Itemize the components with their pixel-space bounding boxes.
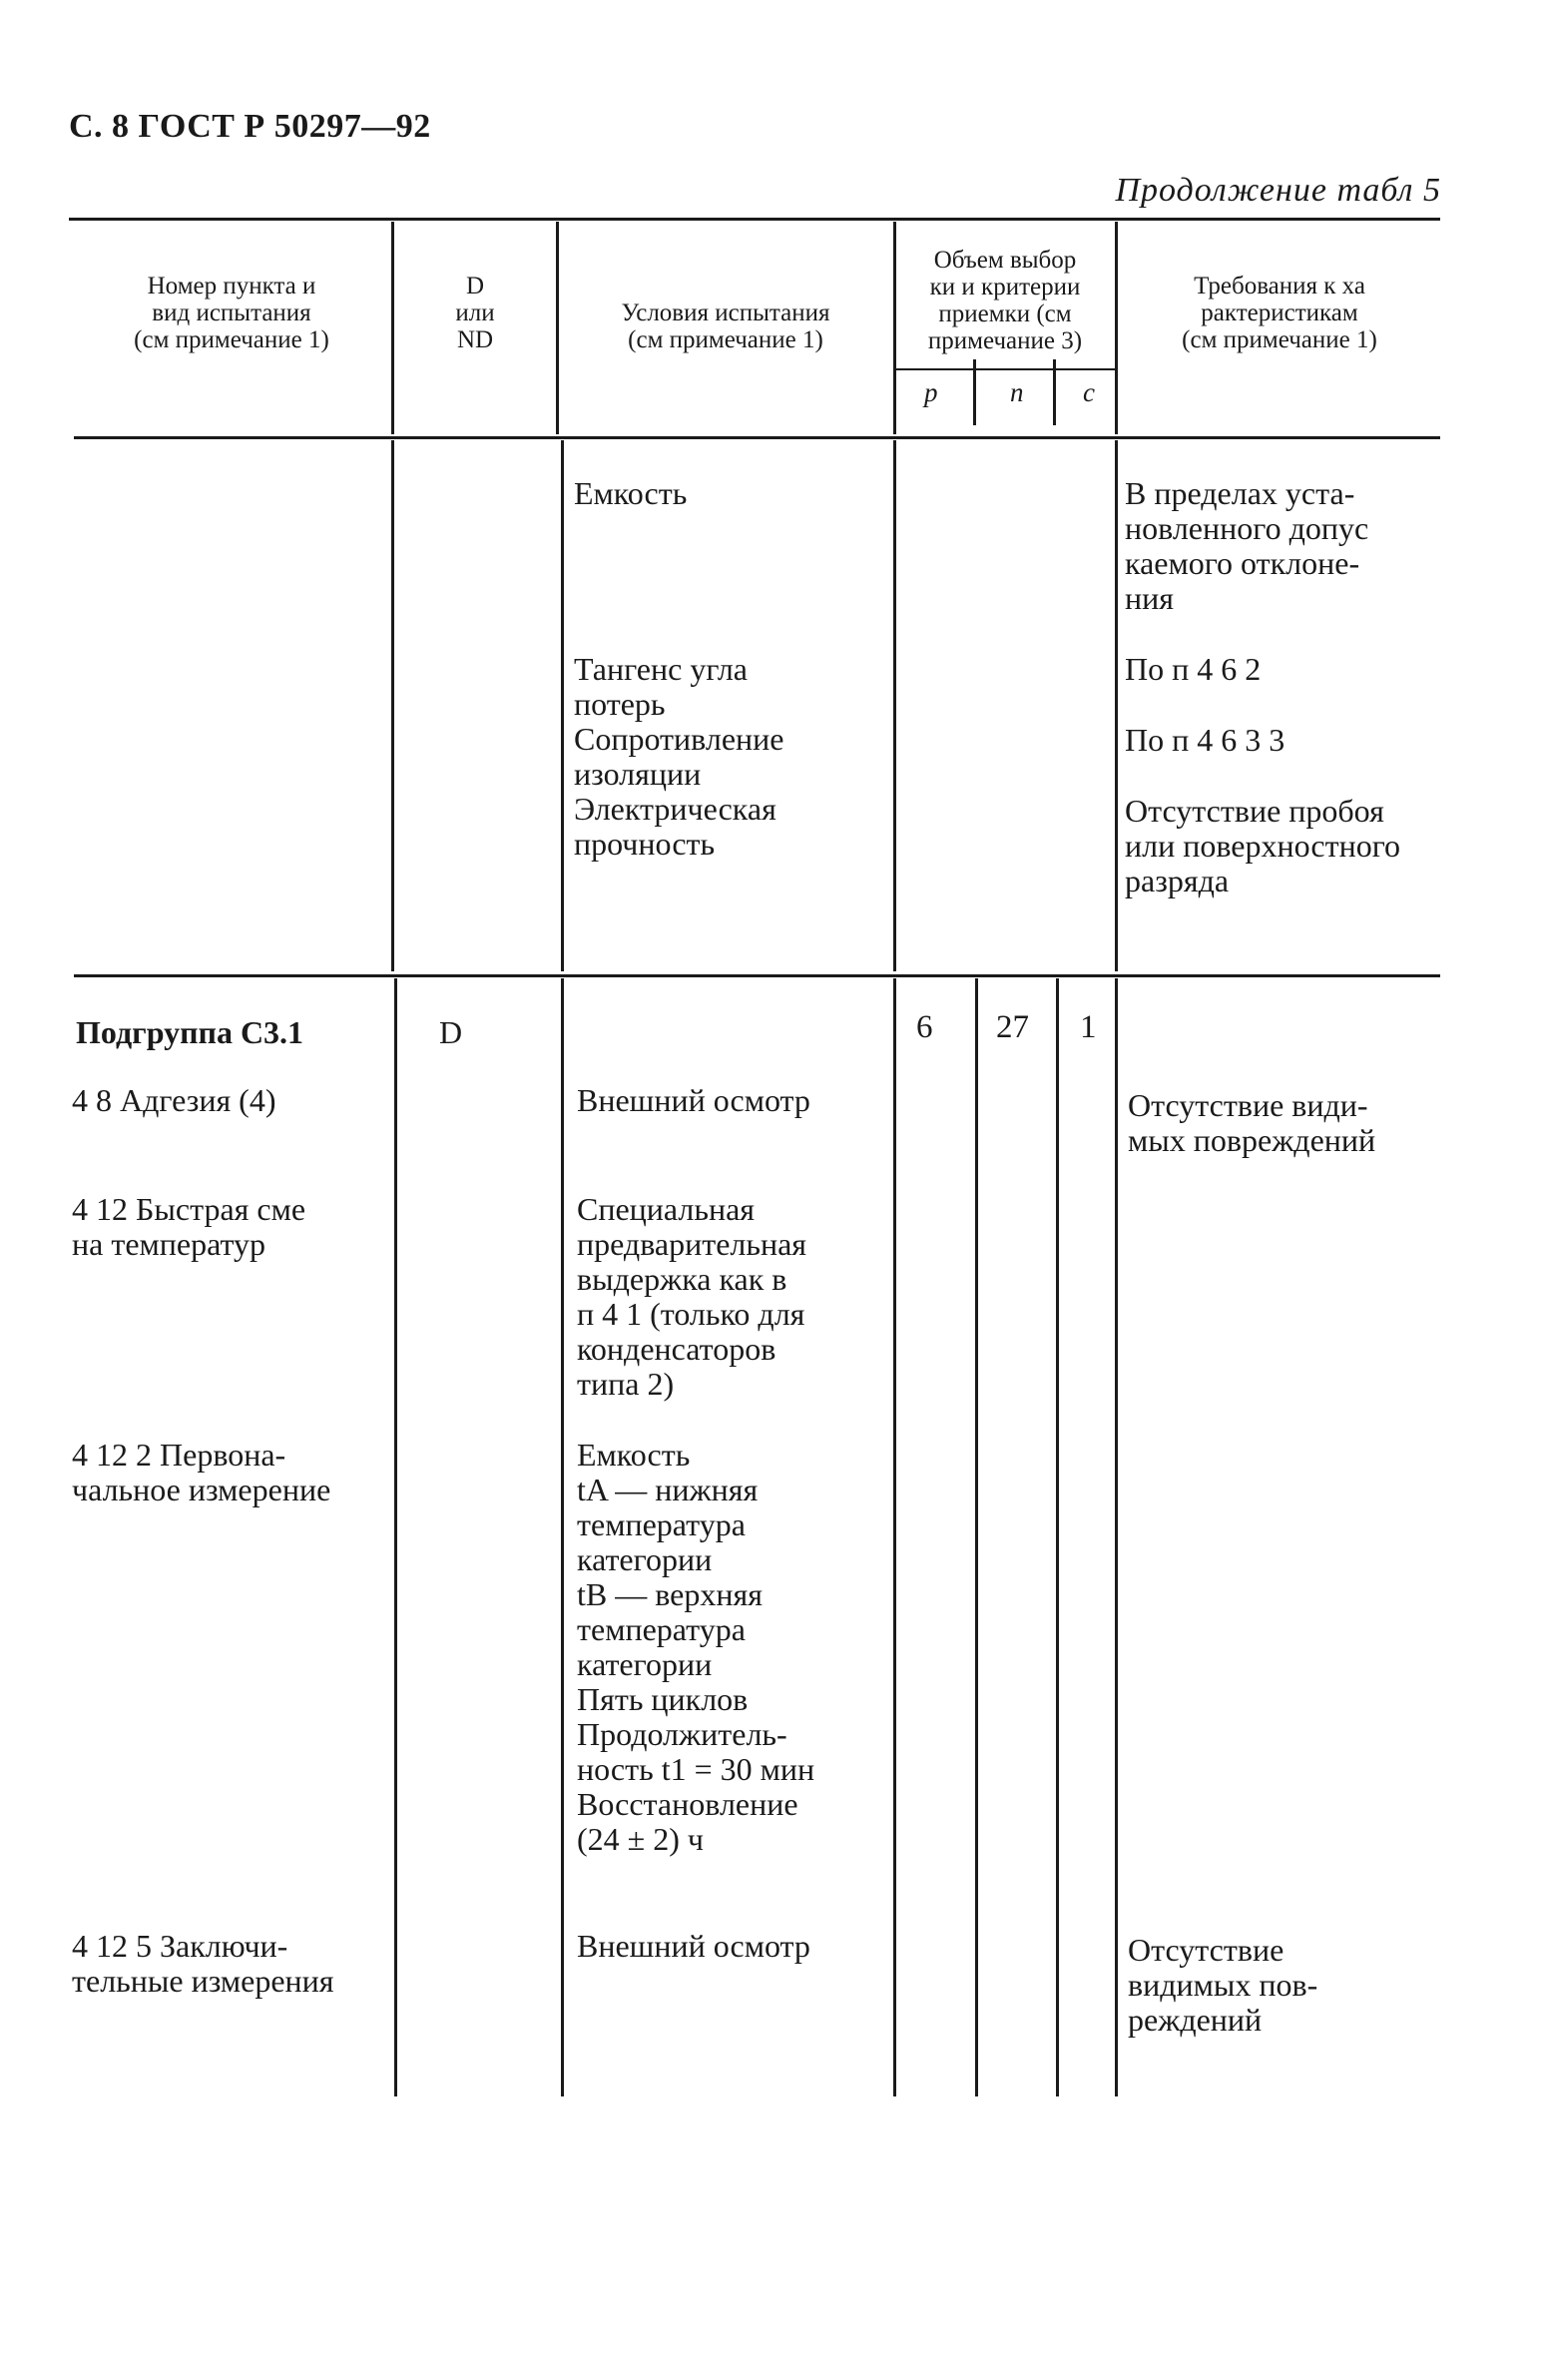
- condition-cell: Внешний осмотр: [577, 1928, 810, 1964]
- col-divider: [561, 440, 564, 971]
- table-top-rule: [69, 218, 1440, 221]
- section-divider-rule: [74, 974, 1440, 977]
- subcol-divider: [1056, 978, 1059, 2096]
- col-divider: [1115, 440, 1118, 971]
- header-p: p: [924, 377, 938, 407]
- header-d-nd: D или ND: [455, 273, 495, 353]
- header-sample-size: Объем выбор ки и критерии приемки (см примечание 3): [927, 247, 1083, 354]
- requirement-cell: Отсутствие видимых пов- реждений: [1128, 1932, 1318, 2038]
- header-item-number: Номер пункта и вид испытания (см примечание 1): [134, 273, 329, 353]
- condition-cell: Емкость tA — нижняя температура категории tB — верхняя температура категории Пять циклов Продолжитель- ность t1 = 30 мин Восстановление (24 ± 2) ч: [577, 1437, 815, 1857]
- subcol-divider: [973, 359, 976, 425]
- page-header: С. 8 ГОСТ Р 50297—92: [69, 108, 431, 145]
- col-divider: [561, 978, 564, 2096]
- header-test-conditions: Условия испытания (см примечание 1): [621, 299, 830, 353]
- p-value: 6: [916, 1009, 933, 1045]
- subcol-divider: [1053, 359, 1056, 425]
- d-nd-value: D: [439, 1014, 463, 1050]
- subgroup-label: Подгруппа С3.1: [76, 1014, 304, 1050]
- col-divider: [556, 222, 559, 434]
- test-item: 4 8 Адгезия (4): [72, 1082, 276, 1118]
- requirement-cell: По п 4 6 3 3: [1125, 722, 1286, 758]
- requirement-cell: Отсутствие пробоя или поверхностного разряда: [1125, 793, 1401, 898]
- col-divider: [1115, 222, 1118, 434]
- test-item: 4 12 Быстрая сме на температур: [72, 1191, 306, 1262]
- header-n: n: [1010, 377, 1024, 407]
- condition-cell: Внешний осмотр: [577, 1082, 810, 1118]
- col-divider: [391, 440, 394, 971]
- n-value: 27: [996, 1009, 1029, 1045]
- col-divider: [893, 222, 896, 434]
- test-item: 4 12 2 Первона- чальное измерение: [72, 1437, 331, 1507]
- c-value: 1: [1080, 1009, 1097, 1045]
- col-divider: [391, 222, 394, 434]
- requirement-cell: В пределах уста- новленного допус каемого отклоне- ния: [1125, 475, 1369, 616]
- header-c: c: [1083, 377, 1095, 407]
- condition-cell: Специальная предварительная выдержка как в п 4 1 (только для конденсаторов типа 2): [577, 1191, 806, 1402]
- header-requirements: Требования к ха рактеристикам (см примечание 1): [1182, 273, 1377, 353]
- subheader-rule: [895, 368, 1115, 370]
- test-item: 4 12 5 Заключи- тельные измерения: [72, 1928, 334, 1999]
- requirement-cell: По п 4 6 2: [1125, 651, 1262, 687]
- col-divider: [893, 978, 896, 2096]
- requirement-cell: Отсутствие види- мых повреждений: [1128, 1087, 1376, 1158]
- table-continuation-label: Продолжение табл 5: [1115, 172, 1441, 209]
- condition-cell: Тангенс угла потерь Сопротивление изоляции Электрическая прочность: [574, 651, 784, 862]
- col-divider: [394, 978, 397, 2096]
- condition-cell: Емкость: [574, 475, 688, 511]
- subcol-divider: [975, 978, 978, 2096]
- header-bottom-rule: [74, 436, 1440, 439]
- col-divider: [1115, 978, 1118, 2096]
- col-divider: [893, 440, 896, 971]
